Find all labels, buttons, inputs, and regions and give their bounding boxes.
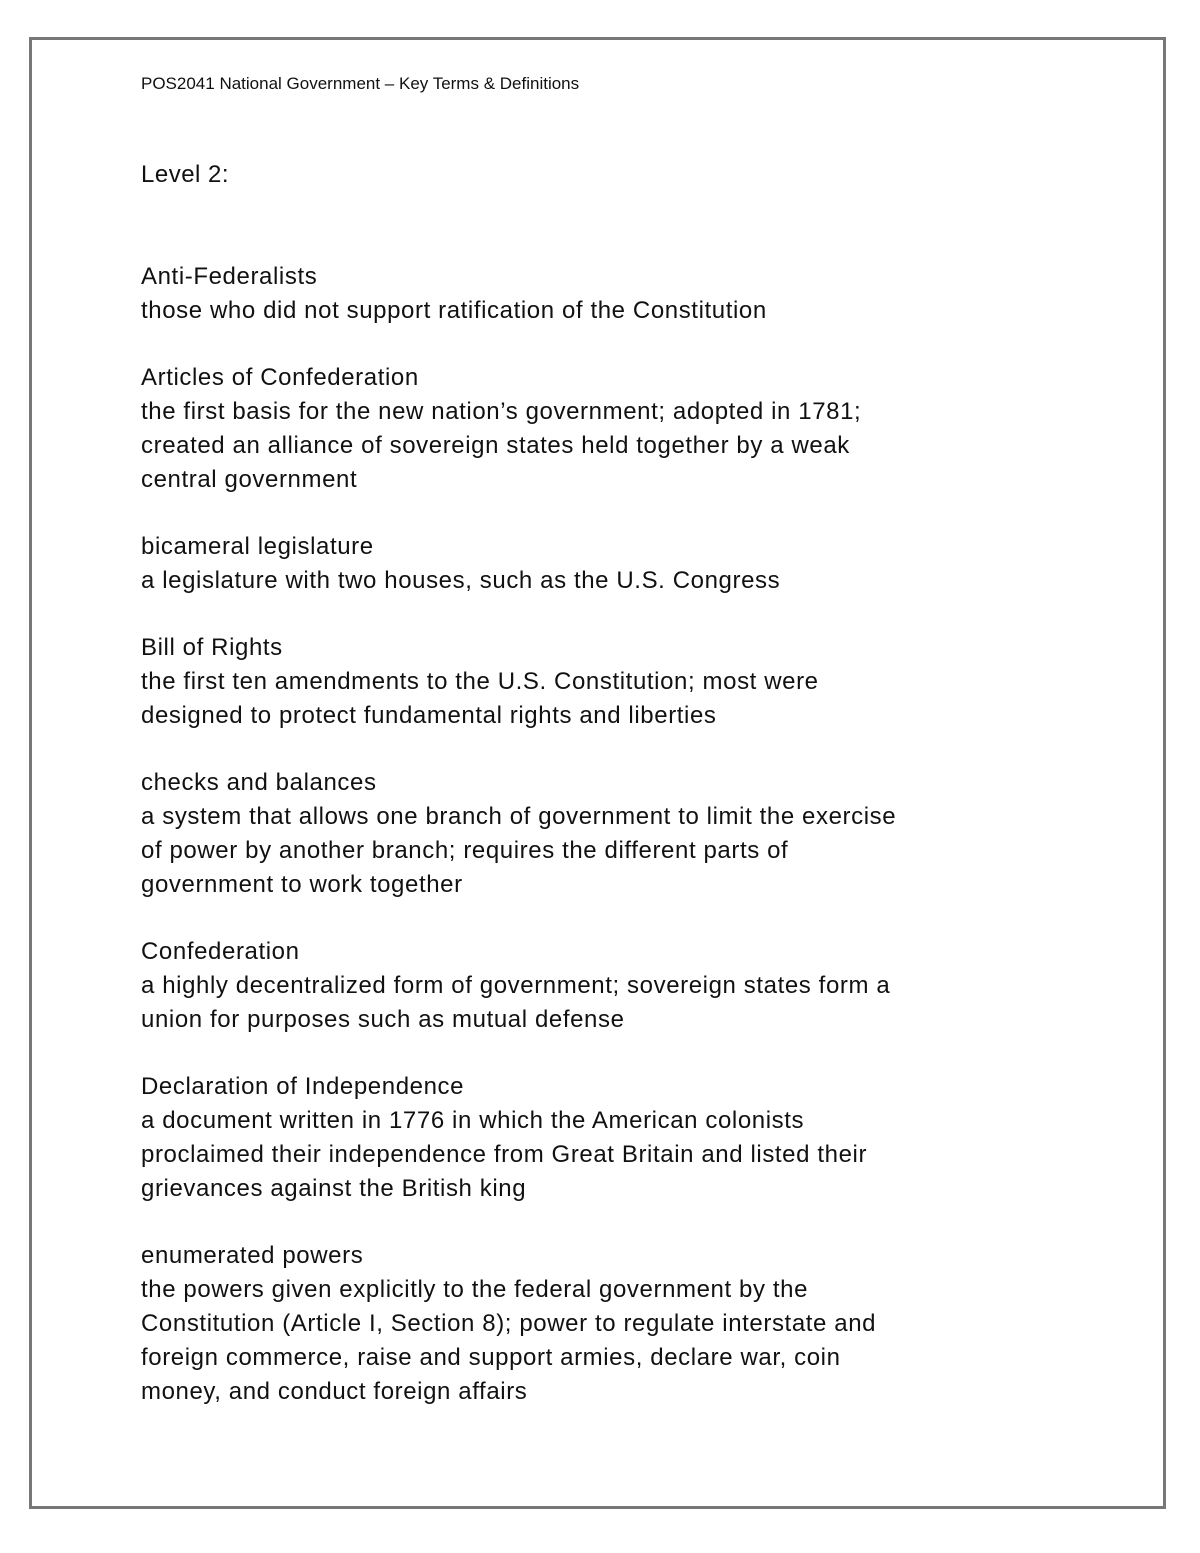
term-definition: a system that allows one branch of government to limit the exercise of power by another branch; requires the different parts of government to work together	[141, 803, 897, 898]
term-name: Anti-Federalists	[141, 263, 318, 290]
term-definition: a highly decentralized form of government; sovereign states form a union for purposes such as mutual defense	[141, 972, 891, 1033]
term-name: Confederation	[141, 938, 300, 965]
term-entry	[141, 1239, 1101, 1409]
level-heading: Level 2:	[141, 161, 230, 188]
term-entry	[141, 631, 1101, 733]
term-name: bicameral legislature	[141, 533, 374, 560]
term-name: checks and balances	[141, 769, 377, 796]
term-name: Bill of Rights	[141, 634, 283, 661]
term-name: enumerated powers	[141, 1242, 364, 1269]
term-entry	[141, 766, 1101, 902]
term-definition: the first basis for the new nation’s government; adopted in 1781; created an alliance of sovereign states held together by a weak central government	[141, 398, 862, 493]
term-entry	[141, 935, 1101, 1037]
term-definition: a document written in 1776 in which the American colonists proclaimed their independence from Great Britain and listed their grievances against the British king	[141, 1107, 868, 1202]
term-entry	[141, 530, 1101, 598]
document-header: POS2041 National Government – Key Terms & Definitions	[141, 74, 580, 93]
term-entry	[141, 1070, 1101, 1206]
terms-list	[141, 260, 1101, 1409]
term-name: Articles of Confederation	[141, 364, 419, 391]
term-definition: those who did not support ratification of the Constitution	[141, 297, 767, 324]
term-entry	[141, 361, 1101, 497]
term-entry	[141, 260, 1101, 328]
term-definition: the first ten amendments to the U.S. Constitution; most were designed to protect fundamental rights and liberties	[141, 668, 819, 729]
term-name: Declaration of Independence	[141, 1073, 465, 1100]
term-definition: the powers given explicitly to the federal government by the Constitution (Article I, Section 8); power to regulate interstate and foreign commerce, raise and support armies, declare war, coin money, and conduct foreign affairs	[141, 1276, 877, 1405]
document-body	[141, 72, 1101, 1442]
term-definition: a legislature with two houses, such as the U.S. Congress	[141, 567, 781, 594]
